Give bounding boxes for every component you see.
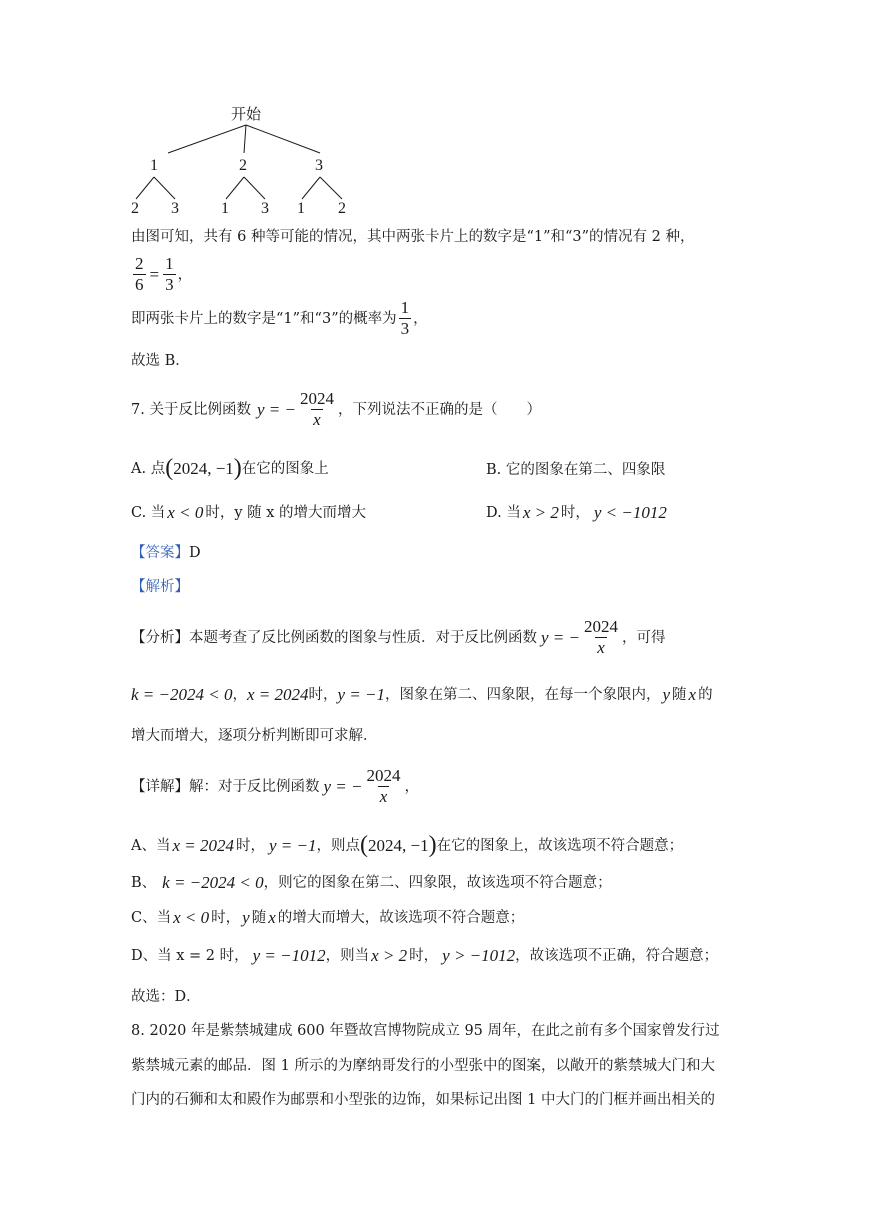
tree-edge <box>320 177 342 199</box>
tree-node-l2: 2 <box>338 200 346 217</box>
fraction: $\frac{2}{6}$ <box>135 254 144 294</box>
analysis-tag: 【解析】 <box>131 579 189 595</box>
q8-line-2: 紫禁城元素的邮品．图 1 所示的为摩纳哥发行的小型张中的图案，以敞开的紫禁城大门和大 <box>131 1058 715 1074</box>
tree-node-l1: 2 <box>239 157 247 174</box>
tree-edge <box>226 177 244 199</box>
tree-edge <box>302 177 320 199</box>
tree-node-l1: 3 <box>315 157 323 174</box>
q7-option-c: C. 当 x < 0 时，y 随 x 的增大而增大 <box>131 503 367 522</box>
tree-edge <box>246 125 320 153</box>
q7-option-d: D. 当 x > 2 时， y < −1012 <box>486 503 667 522</box>
tree-node-l2: 1 <box>297 200 305 217</box>
fenxi-line-2: k = −2024 < 0 ， x = 2024 时， y = −1 ，图象在第二、四象限，在每一个象限内， y 随 x 的 <box>131 685 713 704</box>
answer-line <box>131 543 201 563</box>
q7-stem: 7. 关于反比例函数 y = − $\frac{2024}{x}$ ，下列说法不正确的是（ ） <box>131 389 541 429</box>
answer-value: D <box>189 545 201 561</box>
answer-tag: 【答案】 <box>131 545 189 561</box>
detail-line: 【详解】解：对于反比例函数 y = − $\frac{2024}{x}$ ， <box>131 766 419 806</box>
tree-edge <box>168 125 246 153</box>
tree-edge <box>244 125 246 153</box>
detail-d: D、当 x = 2 时， y = −1012 ，则当 x > 2 时， y > −1012 ，故该选项不正确，符合题意； <box>131 946 719 965</box>
fraction: $\frac{1}{3}$ <box>400 298 410 338</box>
fraction: $\frac{2024}{x}$ <box>299 389 334 429</box>
tree-node-l2: 3 <box>261 200 269 217</box>
fraction: $\frac{2024}{x}$ <box>584 617 618 657</box>
fenxi-line-3: 增大而增大，逐项分析判断即可求解． <box>131 728 378 744</box>
q7-option-b: B. 它的图象在第二、四象限 <box>486 462 666 478</box>
q7-option-a: A. 点 ( 2024, −1 ) 在它的图象上 <box>131 455 329 481</box>
tree-node-l2: 3 <box>171 200 179 217</box>
tree-node-l2: 2 <box>131 200 139 217</box>
fraction: $\frac{1}{3}$ <box>165 254 174 294</box>
select-b: 故选 B． <box>131 353 190 369</box>
tree-node-l1: 1 <box>150 157 158 174</box>
tree-edge <box>244 177 265 199</box>
result-text: 由图可知，共有 6 种等可能的情况，其中两张卡片上的数字是“1”和“3”的情况有 2 种， <box>131 229 695 245</box>
probability-line: 即两张卡片上的数字是“1”和“3”的概率为 $\frac{1}{3}$ ， <box>131 298 428 338</box>
fraction-equation: $\frac{2}{6}$ = $\frac{1}{3}$ ， <box>135 254 193 294</box>
tree-edge <box>154 177 175 199</box>
fenxi-line: 【分析】本题考查了反比例函数的图象与性质．对于反比例函数 y = − $\frac{2024}{x}$ ，可得 <box>131 617 666 657</box>
detail-b: B、 k = −2024 < 0 ，则它的图象在第二、四象限，故该选项不符合题意； <box>131 873 612 892</box>
q8-line-3: 门内的石狮和太和殿作为邮票和小型张的边饰，如果标记出图 1 中大门的门框并画出相关的 <box>131 1092 715 1108</box>
tree-node-l2: 1 <box>221 200 229 217</box>
tree-edge <box>136 177 154 199</box>
fraction: $\frac{2024}{x}$ <box>366 766 401 806</box>
q8-line-1: 8. 2020 年是紫禁城建成 600 年暨故宫博物院成立 95 周年，在此之前有多个国家曾发行过 <box>131 1023 720 1039</box>
tree-root: 开始 <box>231 105 262 123</box>
detail-c: C、当 x < 0 时， y 随 x 的增大而增大，故该选项不符合题意； <box>131 908 525 927</box>
select-d: 故选：D． <box>131 989 201 1005</box>
detail-a: A、当 x = 2024 时， y = −1 ，则点 ( 2024, −1 ) 在它的图象上，故该选项不符合题意； <box>131 832 684 858</box>
